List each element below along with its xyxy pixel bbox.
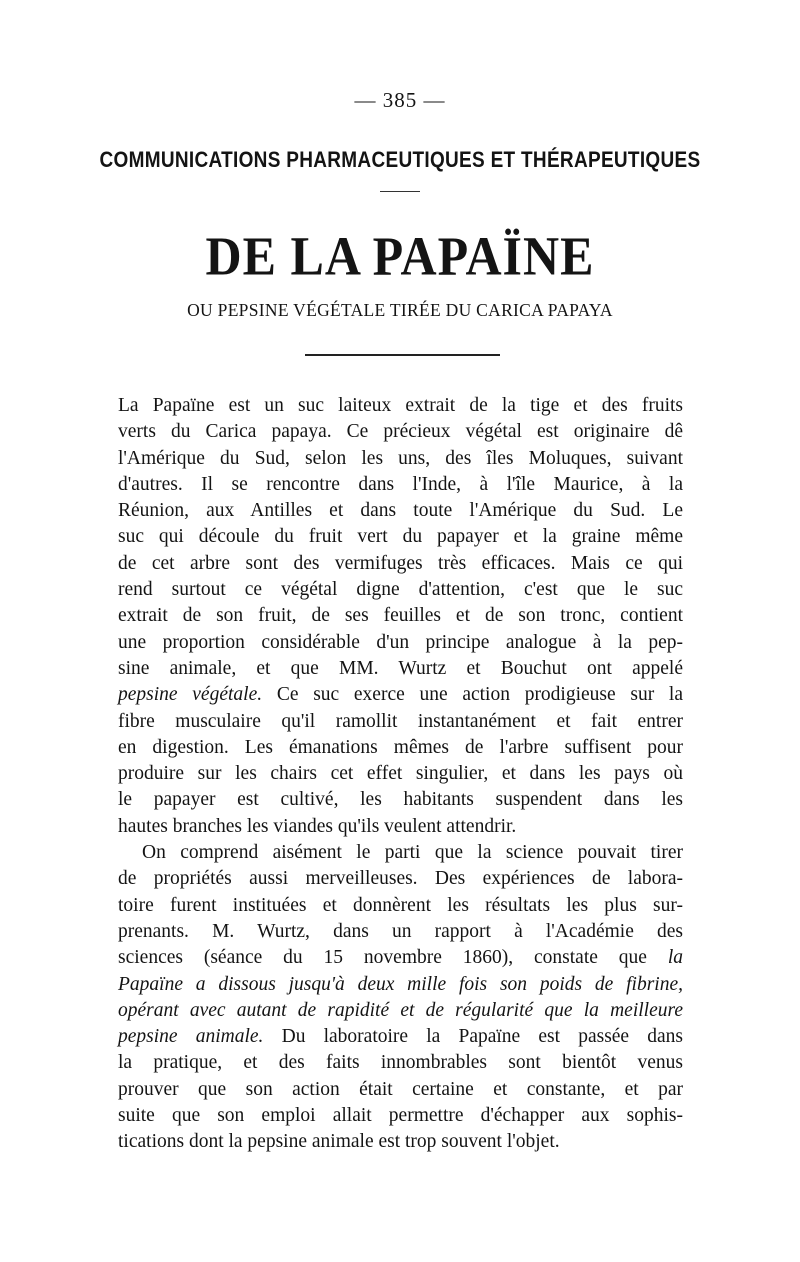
article-subtitle: OU PEPSINE VÉGÉTALE TIRÉE DU CARICA PAPAYA [187, 300, 613, 320]
text-line [118, 998, 683, 1024]
italic-text: Papaïne a dissous jusqu'à deux mille fois son poids de fibrine, [118, 973, 683, 995]
text-line [118, 919, 683, 945]
text-segment: verts du Carica papaya. Ce précieux végétal est originaire dê [118, 421, 683, 443]
text-segment: Ce suc exerce une action prodigieuse sur la [262, 684, 683, 706]
italic-text: la [667, 947, 683, 969]
text-segment: hautes branches les viandes qu'ils veulent attendrir. [118, 815, 517, 837]
text-segment: extrait de son fruit, de ses feuilles et de son tronc, contient [118, 605, 683, 627]
italic-text: opérant avec autant de rapidité et de régularité que la meilleure [118, 999, 683, 1021]
text-segment: suite que son emploi allait permettre d'échapper aux sophis- [118, 1105, 683, 1127]
page-number: — 385 — [354, 88, 446, 112]
text-segment: le papayer est cultivé, les habitants suspendent dans les [118, 789, 683, 811]
text-segment: On comprend aisément le parti que la science pouvait tirer [142, 842, 683, 864]
text-segment: de cet arbre sont des vermifuges très efficaces. Mais ce qui [118, 552, 683, 574]
text-line [118, 761, 683, 787]
paragraph [118, 393, 683, 840]
text-segment: une proportion considérable d'un principe analogue à la pep- [118, 631, 683, 653]
italic-text: pepsine végétale. [118, 684, 263, 706]
text-line [118, 446, 683, 472]
text-segment: de propriétés aussi merveilleuses. Des expériences de labora- [118, 868, 683, 890]
text-line [118, 1050, 683, 1076]
text-line [118, 472, 683, 498]
text-segment: produire sur les chairs cet effet singulier, et dans les pays où [118, 763, 683, 785]
text-segment: La Papaïne est un suc laiteux extrait de la tige et des fruits [118, 395, 683, 416]
text-segment: l'Amérique du Sud, selon les uns, des îles Moluques, suivant [118, 447, 683, 469]
text-line [118, 524, 683, 550]
text-segment: Réunion, aux Antilles et dans toute l'Amérique du Sud. Le [118, 500, 683, 522]
short-divider [380, 191, 420, 192]
text-line [118, 709, 683, 735]
text-line [118, 393, 683, 419]
title-divider [305, 354, 500, 356]
text-segment: prouver que son action était certaine et constante, et par [118, 1078, 683, 1100]
text-line [118, 603, 683, 629]
text-line [118, 1129, 683, 1155]
text-line [118, 656, 683, 682]
text-line [118, 1077, 683, 1103]
text-segment: prenants. M. Wurtz, dans un rapport à l'Académie des [118, 920, 683, 942]
text-segment: fibre musculaire qu'il ramollit instantanément et fait entrer [118, 710, 683, 732]
text-line [118, 577, 683, 603]
article-title: DE LA PAPAÏNE [205, 225, 595, 287]
text-line [118, 972, 683, 998]
text-line [118, 787, 683, 813]
text-segment: suc qui découle du fruit vert du papayer et la graine même [118, 526, 683, 548]
text-segment: sine animale, et que MM. Wurtz et Bouchut ont appelé [118, 657, 683, 679]
text-line [118, 551, 683, 577]
text-line [118, 735, 683, 761]
text-segment: tications dont la pepsine animale est trop souvent l'objet. [118, 1131, 560, 1153]
text-line [118, 945, 683, 971]
paragraph [118, 840, 683, 1156]
text-line [118, 1024, 683, 1050]
text-line [118, 419, 683, 445]
text-segment: la pratique, et des faits innombrables sont bientôt venus [118, 1052, 683, 1074]
text-line [118, 498, 683, 524]
text-line [118, 814, 683, 840]
text-line [118, 866, 683, 892]
text-segment: d'autres. Il se rencontre dans l'Inde, à l'île Maurice, à la [118, 473, 683, 495]
article-body [118, 393, 683, 1156]
text-segment: sciences (séance du 15 novembre 1860), constate que [118, 947, 668, 969]
italic-text: pepsine animale. [118, 1026, 264, 1048]
text-line [118, 893, 683, 919]
section-heading: COMMUNICATIONS PHARMACEUTIQUES ET THÉRAPEUTIQUES [99, 148, 701, 173]
text-line [118, 630, 683, 656]
text-line [118, 682, 683, 708]
text-segment: Du laboratoire la Papaïne est passée dans [263, 1026, 683, 1048]
text-line [118, 840, 683, 866]
text-segment: en digestion. Les émanations mêmes de l'arbre suffisent pour [118, 736, 683, 758]
text-segment: rend surtout ce végétal digne d'attention, c'est que le suc [118, 579, 683, 601]
text-line [118, 1103, 683, 1129]
text-segment: toire furent instituées et donnèrent les résultats les plus sur- [118, 894, 683, 916]
